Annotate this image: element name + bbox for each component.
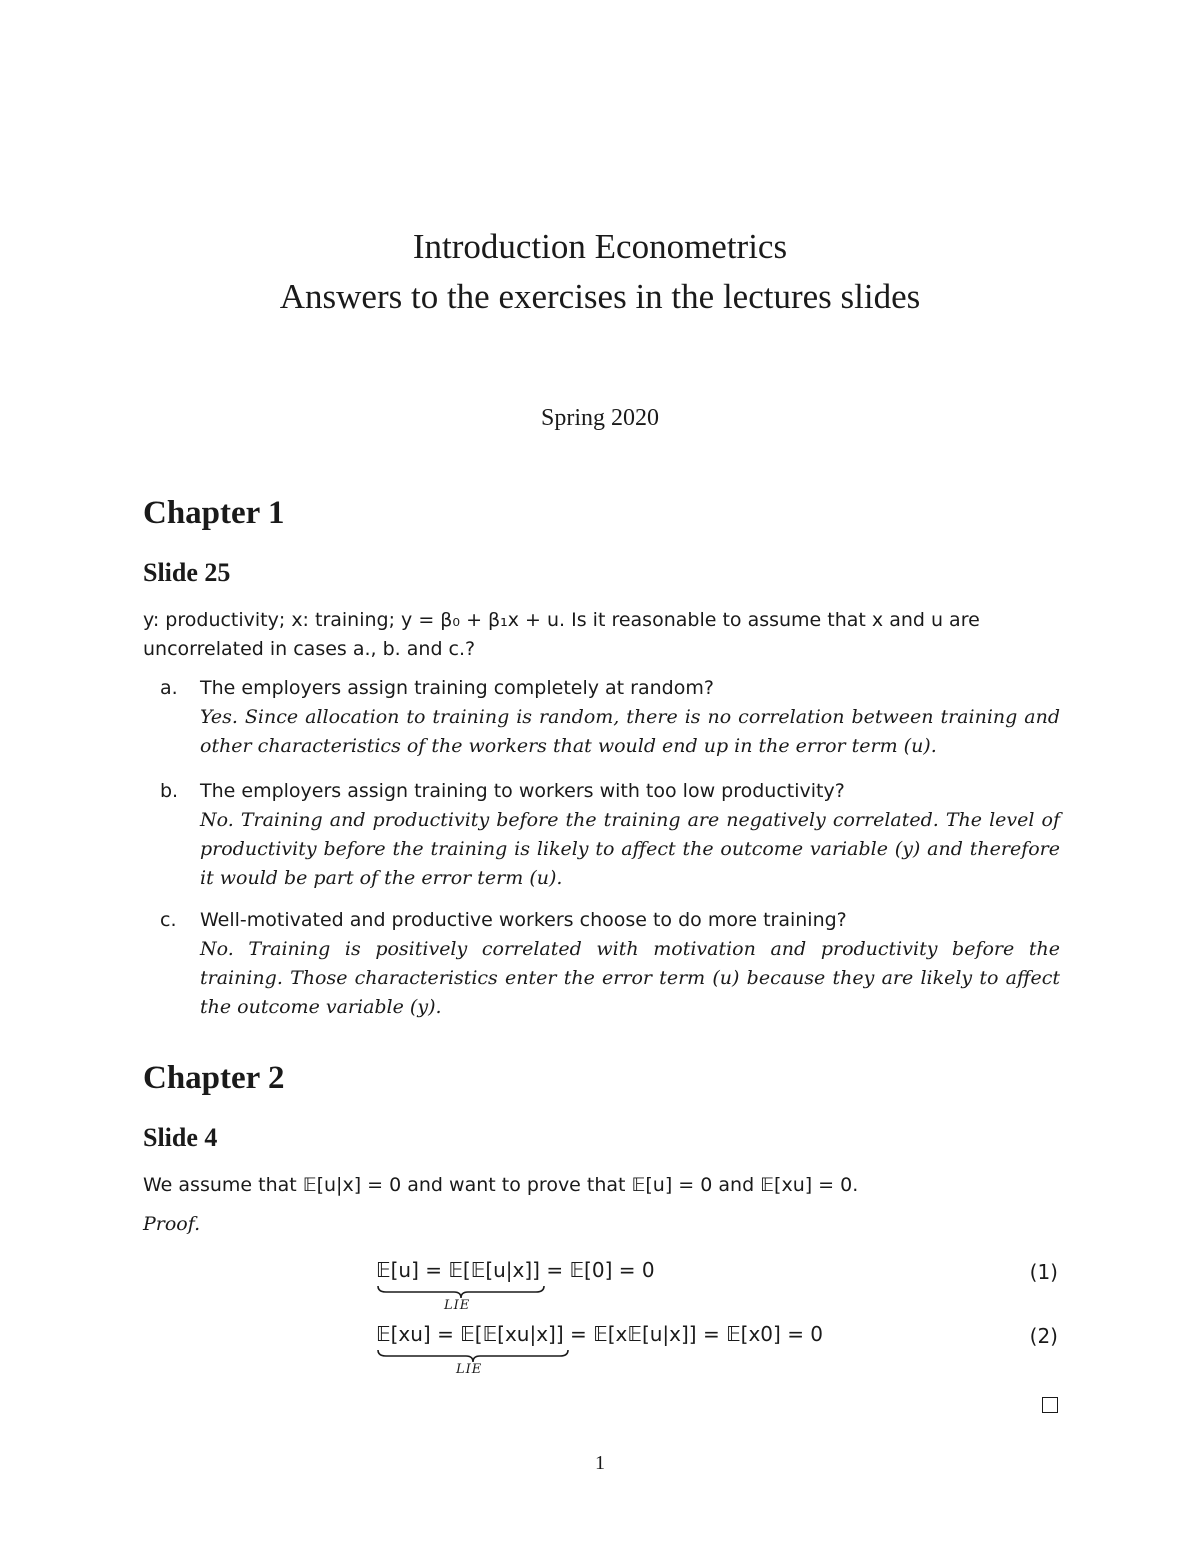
chapter-1-intro bbox=[143, 606, 1061, 664]
slide-4-heading: Slide 4 bbox=[143, 1123, 218, 1152]
title-block bbox=[0, 222, 1200, 322]
item-question: The employers assign training completely at random? bbox=[200, 677, 714, 699]
item-label: c. bbox=[160, 909, 177, 931]
chapter-2-heading: Chapter 2 bbox=[143, 1060, 285, 1096]
proof-label: Proof. bbox=[143, 1213, 201, 1235]
equation-2-number: (2) bbox=[1029, 1324, 1058, 1348]
title-line-1: Introduction Econometrics bbox=[412, 227, 788, 266]
item-question: The employers assign training to workers with too low productivity? bbox=[200, 780, 845, 802]
date: Spring 2020 bbox=[540, 405, 659, 431]
chapter-2-intro: We assume that 𝔼[u|x] = 0 and want to prove that 𝔼[u] = 0 and 𝔼[xu] = 0. bbox=[143, 1174, 859, 1196]
equation-1: 𝔼[u] = 𝔼[𝔼[u|x]] = 𝔼[0] = 0 bbox=[376, 1258, 655, 1282]
equation-1-number: (1) bbox=[1029, 1260, 1058, 1284]
page-number: 1 bbox=[595, 1452, 605, 1474]
list-item-b bbox=[160, 777, 1060, 893]
title-line-2: Answers to the exercises in the lectures slides bbox=[279, 277, 921, 316]
qed-square-icon bbox=[1042, 1397, 1058, 1413]
intro-line-1: y: productivity; x: training; y = β₀ + β₁x + u. Is it reasonable to assume that x and u are bbox=[143, 609, 980, 631]
item-answer: No. Training and productivity before the training are negatively correlated. The level of productivity before the training is likely to affect the outcome variable (y) and therefore it would be part of the error term (u). bbox=[200, 809, 1060, 889]
slide-25-heading: Slide 25 bbox=[143, 558, 231, 587]
item-label: b. bbox=[160, 780, 179, 802]
list-item-a bbox=[160, 674, 1060, 761]
item-answer: Yes. Since allocation to training is random, there is no correlation between training and other characteristics of the workers that would end up in the error term (u). bbox=[200, 706, 1060, 757]
item-answer: No. Training is positively correlated with motivation and productivity before the training. Those characteristics enter the error term (u) because they are likely to affect the outcome variable (y). bbox=[200, 938, 1060, 1018]
item-question: Well-motivated and productive workers choose to do more training? bbox=[200, 909, 847, 931]
equation-2: 𝔼[xu] = 𝔼[𝔼[xu|x]] = 𝔼[x𝔼[u|x]] = 𝔼[x0] = 0 bbox=[376, 1322, 824, 1346]
item-label: a. bbox=[160, 677, 178, 699]
underbrace-1-label: LIE bbox=[444, 1298, 471, 1313]
list-item-c bbox=[160, 906, 1060, 1022]
intro-line-2: uncorrelated in cases a., b. and c.? bbox=[143, 638, 476, 660]
chapter-1-heading: Chapter 1 bbox=[143, 495, 285, 531]
underbrace-2-label: LIE bbox=[456, 1362, 483, 1377]
